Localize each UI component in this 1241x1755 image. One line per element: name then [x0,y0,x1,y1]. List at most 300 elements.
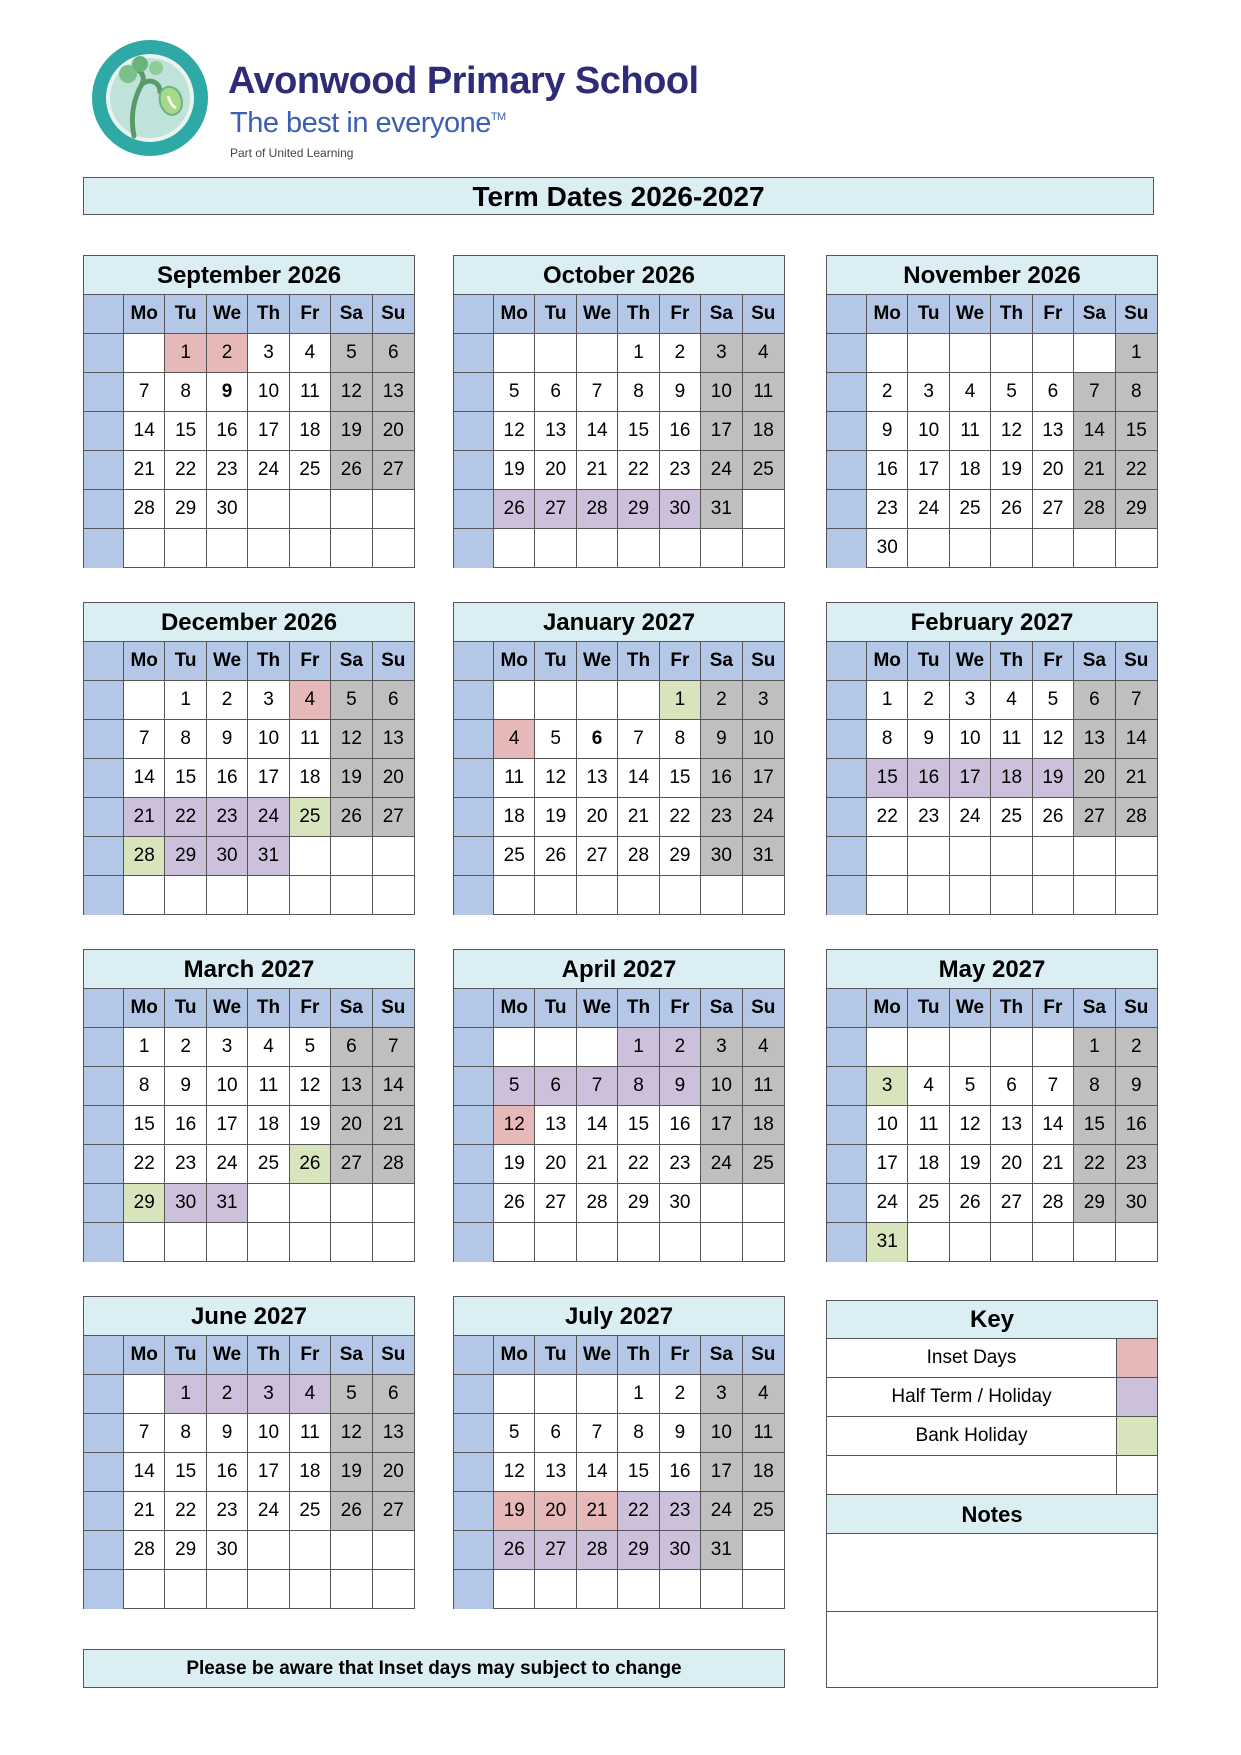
day-cell: 2 [207,681,248,720]
day-cell: 2 [867,373,908,412]
weekday-header: Su [743,295,784,334]
month-title: April 2027 [454,950,784,989]
day-cell: 19 [331,1453,372,1492]
empty-day-cell [1116,837,1157,876]
week-label-cell [454,1106,494,1145]
day-cell: 30 [165,1184,206,1223]
day-cell: 21 [577,451,618,490]
day-cell: 29 [660,837,701,876]
day-cell: 2 [660,1375,701,1414]
weekday-header: Th [618,642,659,681]
empty-day-cell [660,529,701,568]
day-cell: 11 [908,1106,949,1145]
empty-day-cell [991,876,1032,915]
day-cell: 21 [124,451,165,490]
day-cell: 17 [248,412,289,451]
day-cell: 26 [494,1184,535,1223]
day-cell: 10 [207,1067,248,1106]
day-cell: 31 [701,490,742,529]
day-cell: 18 [950,451,991,490]
weekday-header: Fr [1033,642,1074,681]
weekday-header: Tu [535,1336,576,1375]
day-cell: 26 [331,451,372,490]
day-cell: 14 [124,759,165,798]
day-cell: 7 [618,720,659,759]
day-cell: 25 [743,1145,784,1184]
day-cell: 6 [1033,373,1074,412]
day-cell: 17 [701,1106,742,1145]
weekday-header: Su [373,1336,414,1375]
day-cell: 14 [1033,1106,1074,1145]
week-label-cell [827,989,867,1028]
day-cell: 1 [660,681,701,720]
key-row-half-term [827,1378,1157,1417]
day-cell: 30 [207,837,248,876]
day-cell: 9 [660,1067,701,1106]
day-cell: 11 [290,1414,331,1453]
weekday-header: Fr [660,642,701,681]
weekday-header: Th [991,989,1032,1028]
day-cell: 1 [1074,1028,1115,1067]
day-cell: 13 [1074,720,1115,759]
empty-day-cell [950,837,991,876]
weekday-header: Su [743,642,784,681]
day-cell: 10 [867,1106,908,1145]
day-cell: 19 [331,759,372,798]
week-label-cell [84,412,124,451]
month-grid [827,642,1157,915]
week-label-cell [454,1570,494,1609]
weekday-header: Mo [494,989,535,1028]
weekday-header: Su [373,642,414,681]
day-cell: 15 [618,1106,659,1145]
week-label-cell [827,837,867,876]
day-cell: 16 [165,1106,206,1145]
month-title: June 2027 [84,1297,414,1336]
day-cell: 30 [207,490,248,529]
month-calendar [83,1296,415,1609]
empty-day-cell [1033,529,1074,568]
day-cell: 26 [290,1145,331,1184]
day-cell: 2 [165,1028,206,1067]
empty-day-cell [660,876,701,915]
week-label-cell [454,1375,494,1414]
day-cell: 21 [124,1492,165,1531]
day-cell: 7 [1074,373,1115,412]
week-label-cell [454,1145,494,1184]
day-cell: 26 [331,1492,372,1531]
empty-day-cell [535,876,576,915]
day-cell: 28 [618,837,659,876]
key-label [827,1456,1117,1494]
empty-day-cell [577,1375,618,1414]
weekday-header: Tu [908,989,949,1028]
day-cell: 27 [331,1145,372,1184]
day-cell: 3 [701,1028,742,1067]
weekday-header: Fr [660,295,701,334]
empty-day-cell [165,876,206,915]
empty-day-cell [124,1223,165,1262]
day-cell: 17 [867,1145,908,1184]
day-cell: 25 [991,798,1032,837]
school-name: Avonwood Primary School [228,60,699,102]
empty-day-cell [1033,876,1074,915]
day-cell: 20 [535,451,576,490]
day-cell: 18 [991,759,1032,798]
day-cell: 6 [991,1067,1032,1106]
day-cell: 1 [618,334,659,373]
day-cell: 12 [535,759,576,798]
week-label-cell [454,1531,494,1570]
day-cell: 7 [577,1067,618,1106]
empty-day-cell [331,1184,372,1223]
day-cell: 25 [494,837,535,876]
day-cell: 16 [660,1106,701,1145]
day-cell: 25 [248,1145,289,1184]
empty-day-cell [494,334,535,373]
empty-day-cell [124,529,165,568]
day-cell: 2 [207,334,248,373]
day-cell: 14 [577,1453,618,1492]
empty-day-cell [577,334,618,373]
weekday-header: Tu [535,642,576,681]
day-cell: 18 [908,1145,949,1184]
day-cell: 14 [618,759,659,798]
day-cell: 3 [248,681,289,720]
week-label-cell [84,798,124,837]
week-label-cell [827,876,867,915]
empty-day-cell [373,1223,414,1262]
week-label-cell [827,295,867,334]
empty-day-cell [1074,334,1115,373]
empty-day-cell [248,529,289,568]
empty-day-cell [290,529,331,568]
weekday-header: Tu [535,989,576,1028]
empty-day-cell [1074,1223,1115,1262]
day-cell: 11 [494,759,535,798]
week-label-cell [454,412,494,451]
weekday-header: Th [991,642,1032,681]
week-label-cell [827,334,867,373]
empty-day-cell [577,1223,618,1262]
day-cell: 6 [331,1028,372,1067]
day-cell: 15 [165,412,206,451]
week-label-cell [454,295,494,334]
day-cell: 30 [660,1531,701,1570]
week-label-cell [84,1570,124,1609]
month-calendar [83,602,415,915]
day-cell: 3 [248,1375,289,1414]
day-cell: 27 [1033,490,1074,529]
empty-day-cell [743,876,784,915]
empty-day-cell [373,529,414,568]
day-cell: 3 [950,681,991,720]
day-cell: 10 [248,373,289,412]
week-label-cell [84,373,124,412]
day-cell: 13 [991,1106,1032,1145]
day-cell: 9 [701,720,742,759]
key-label: Bank Holiday [827,1417,1117,1455]
week-label-cell [827,720,867,759]
weekday-header: Tu [165,642,206,681]
day-cell: 24 [701,1492,742,1531]
week-label-cell [454,1453,494,1492]
empty-day-cell [1033,1223,1074,1262]
day-cell: 7 [124,720,165,759]
weekday-header: Su [743,1336,784,1375]
weekday-header: We [207,1336,248,1375]
empty-day-cell [577,1570,618,1609]
day-cell: 12 [331,1414,372,1453]
weekday-header: Sa [701,295,742,334]
day-cell: 9 [660,373,701,412]
weekday-header: Th [248,295,289,334]
week-label-cell [827,1145,867,1184]
day-cell: 24 [867,1184,908,1223]
empty-day-cell [124,1375,165,1414]
day-cell: 2 [660,1028,701,1067]
month-title: December 2026 [84,603,414,642]
empty-day-cell [373,490,414,529]
day-cell: 20 [373,412,414,451]
day-cell: 10 [743,720,784,759]
weekday-header: Mo [867,295,908,334]
day-cell: 10 [248,720,289,759]
empty-day-cell [124,681,165,720]
empty-day-cell [991,1223,1032,1262]
day-cell: 21 [1033,1145,1074,1184]
day-cell: 25 [290,1492,331,1531]
day-cell: 23 [207,798,248,837]
day-cell: 23 [660,1492,701,1531]
month-calendar [83,255,415,568]
day-cell: 3 [207,1028,248,1067]
day-cell: 11 [248,1067,289,1106]
month-title: October 2026 [454,256,784,295]
day-cell: 26 [535,837,576,876]
week-label-cell [827,642,867,681]
day-cell: 29 [165,837,206,876]
day-cell: 31 [701,1531,742,1570]
day-cell: 12 [331,720,372,759]
day-cell: 27 [373,1492,414,1531]
week-label-cell [827,681,867,720]
week-label-cell [454,642,494,681]
day-cell: 7 [1033,1067,1074,1106]
day-cell: 12 [290,1067,331,1106]
day-cell: 20 [373,759,414,798]
day-cell: 16 [660,1453,701,1492]
page-title: Term Dates 2026-2027 [83,177,1154,215]
day-cell: 22 [867,798,908,837]
day-cell: 18 [743,1453,784,1492]
day-cell: 21 [1074,451,1115,490]
empty-day-cell [207,529,248,568]
empty-day-cell [618,681,659,720]
day-cell: 8 [618,1414,659,1453]
day-cell: 22 [618,451,659,490]
day-cell: 10 [701,373,742,412]
day-cell: 21 [577,1145,618,1184]
week-label-cell [827,1223,867,1262]
weekday-header: Su [743,989,784,1028]
day-cell: 11 [950,412,991,451]
day-cell: 15 [165,1453,206,1492]
day-cell: 25 [290,798,331,837]
day-cell: 10 [248,1414,289,1453]
day-cell: 4 [908,1067,949,1106]
weekday-header: Sa [1074,642,1115,681]
weekday-header: Fr [1033,989,1074,1028]
empty-day-cell [991,837,1032,876]
day-cell: 4 [290,681,331,720]
empty-day-cell [991,1028,1032,1067]
day-cell: 13 [373,1414,414,1453]
day-cell: 18 [248,1106,289,1145]
month-title: March 2027 [84,950,414,989]
day-cell: 22 [165,1492,206,1531]
day-cell: 21 [1116,759,1157,798]
empty-day-cell [701,1570,742,1609]
empty-day-cell [165,529,206,568]
week-label-cell [454,1067,494,1106]
day-cell: 23 [207,451,248,490]
week-label-cell [827,1106,867,1145]
day-cell: 6 [577,720,618,759]
month-title: September 2026 [84,256,414,295]
day-cell: 19 [494,451,535,490]
day-cell: 16 [207,412,248,451]
school-logo [90,38,210,158]
weekday-header: Mo [494,1336,535,1375]
month-calendar [826,255,1158,568]
empty-day-cell [535,1223,576,1262]
weekday-header: Mo [124,295,165,334]
day-cell: 16 [207,759,248,798]
weekday-header: Tu [165,989,206,1028]
day-cell: 29 [165,1531,206,1570]
week-label-cell [84,451,124,490]
day-cell: 13 [577,759,618,798]
empty-day-cell [494,876,535,915]
week-label-cell [454,490,494,529]
weekday-header: Sa [331,989,372,1028]
weekday-header: Fr [1033,295,1074,334]
day-cell: 29 [165,490,206,529]
key-row-bank-holiday [827,1417,1157,1456]
weekday-header: Fr [290,1336,331,1375]
week-label-cell [84,876,124,915]
empty-day-cell [290,1531,331,1570]
weekday-header: Mo [494,295,535,334]
week-label-cell [84,1531,124,1570]
day-cell: 9 [660,1414,701,1453]
empty-day-cell [535,1570,576,1609]
day-cell: 27 [991,1184,1032,1223]
weekday-header: Th [248,989,289,1028]
month-grid [827,295,1157,568]
week-label-cell [827,490,867,529]
day-cell: 4 [248,1028,289,1067]
empty-day-cell [248,876,289,915]
month-grid [454,989,784,1262]
key-row-inset [827,1339,1157,1378]
day-cell: 19 [991,451,1032,490]
day-cell: 6 [373,1375,414,1414]
empty-day-cell [535,1375,576,1414]
day-cell: 22 [124,1145,165,1184]
day-cell: 24 [701,1145,742,1184]
month-title: July 2027 [454,1297,784,1336]
week-label-cell [84,1375,124,1414]
weekday-header: We [577,989,618,1028]
weekday-header: Mo [494,642,535,681]
empty-day-cell [908,1223,949,1262]
day-cell: 21 [124,798,165,837]
day-cell: 12 [1033,720,1074,759]
day-cell: 20 [535,1145,576,1184]
weekday-header: Th [248,642,289,681]
day-cell: 24 [908,490,949,529]
day-cell: 21 [373,1106,414,1145]
empty-day-cell [867,1028,908,1067]
weekday-header: Mo [867,989,908,1028]
day-cell: 28 [1033,1184,1074,1223]
empty-day-cell [743,1570,784,1609]
empty-day-cell [1074,837,1115,876]
day-cell: 18 [494,798,535,837]
empty-day-cell [1074,876,1115,915]
empty-day-cell [331,1570,372,1609]
empty-day-cell [373,876,414,915]
day-cell: 20 [373,1453,414,1492]
empty-day-cell [743,1223,784,1262]
day-cell: 1 [618,1375,659,1414]
weekday-header: We [950,642,991,681]
weekday-header: Tu [908,642,949,681]
week-label-cell [454,989,494,1028]
day-cell: 28 [577,1531,618,1570]
empty-day-cell [373,1570,414,1609]
weekday-header: Tu [165,1336,206,1375]
week-label-cell [827,412,867,451]
empty-day-cell [701,876,742,915]
week-label-cell [827,1184,867,1223]
empty-day-cell [494,529,535,568]
day-cell: 6 [535,1414,576,1453]
day-cell: 16 [660,412,701,451]
day-cell: 11 [991,720,1032,759]
day-cell: 5 [991,373,1032,412]
day-cell: 31 [207,1184,248,1223]
empty-day-cell [494,1570,535,1609]
day-cell: 25 [950,490,991,529]
day-cell: 22 [660,798,701,837]
day-cell: 11 [290,373,331,412]
empty-day-cell [618,876,659,915]
day-cell: 17 [743,759,784,798]
day-cell: 18 [743,412,784,451]
day-cell: 3 [248,334,289,373]
day-cell: 8 [1116,373,1157,412]
week-label-cell [454,451,494,490]
day-cell: 27 [577,837,618,876]
empty-day-cell [660,1223,701,1262]
day-cell: 26 [331,798,372,837]
key-panel [826,1300,1158,1688]
empty-day-cell [535,1028,576,1067]
day-cell: 5 [331,681,372,720]
